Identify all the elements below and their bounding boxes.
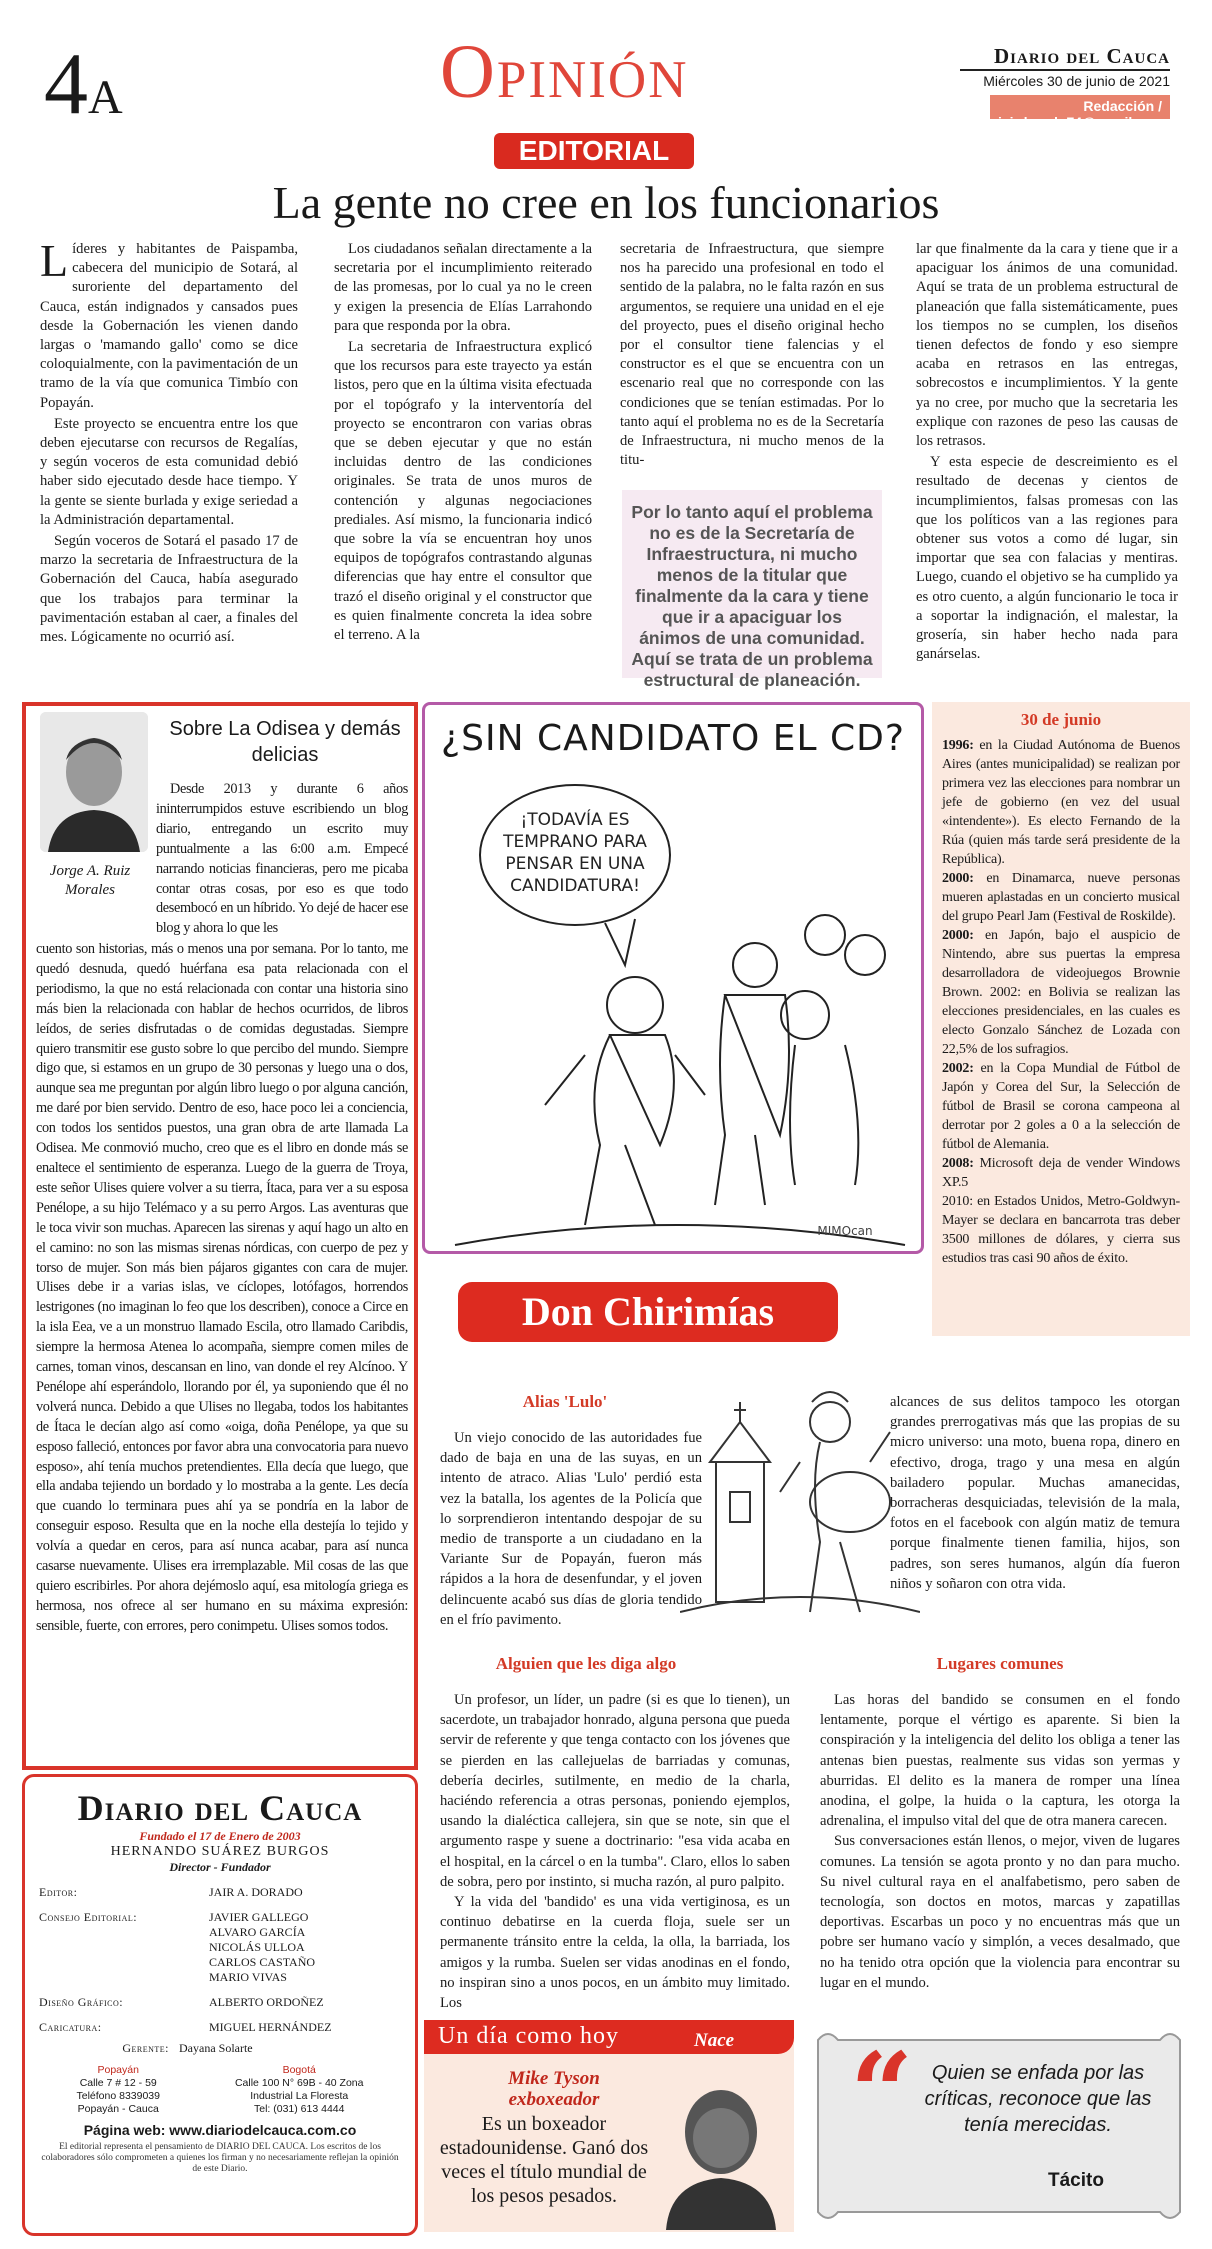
efemeride-year: 2000: [942,871,974,886]
efemerides-list [942,736,1180,1268]
contact-bar: Redacción / jairdorado74@gmail.com [990,95,1170,119]
efemeride-text: en Japón, bajo el auspicio de Nintendo, abre sus puertas la empresa desarrolladora de videojuegos Brownie Brown. 2002: en Bolivia se realizan las elecciones presidenciales, en las cuales es electo Gonzalo Sánchez de Lozada con 22,5% de los sufragios. [942,928,1180,1057]
staff-names: ALBERTO ORDOÑEZ [209,1995,324,2009]
paragraph: Líderes y habitantes de Paispamba, cabecera del municipio de Sotará, al suroriente del departamento del Cauca, están indignados y cansados pues desde la Gobernación les vienen dando largas o 'mamando gallo' como se dice coloquialmente, con la pavimentación de un tramo de la vía que comunica Timbío con Popayán. [40,235,298,411]
svg-text:¡TODAVÍA ES: ¡TODAVÍA ES [520,810,630,830]
page-number: 4A [44,36,123,133]
manager-label: Gerente: [122,2041,169,2055]
editorial-col-4 [916,240,1178,666]
efemeride-entry [942,1154,1180,1192]
don-chirimias-banner: Don Chirimías [458,1282,838,1342]
opinion-body [36,940,408,1637]
masthead-name: Diario del Cauca [77,1788,363,1828]
staff-role: Consejo Editorial: [39,1910,138,1924]
paragraph: alcances de sus delitos tampoco les otorgan grandes prerrogativas más que las propias de su micro universo: una moto, buena ropa, dinero en efectivo, droga, trago y una mesa en algún bailadero popular. Muchas amanecidas, borracheras desquiciadas, televisión de la mala, fotos en el facebook con algún matiz de temura porque finalmente tienen familia, hijos, son padres, son seres humanos, algún día fueron niños y soñaron con otra vida. [890,1394,1180,1592]
paragraph: Desde 2013 y durante 6 años ininterrumpidos estuve escribiendo un blog diario, entregando un escrito muy puntualmente a las 6:00 a.m. Empecé narrando noticias financieras, pero me picaba contar otras cosas, por eso es que todo desembocó en un híbrido. Yo dejé de hacer ese blog y ahora lo que les [156,781,408,937]
issue-date: Miércoles 30 de junio de 2021 [983,73,1170,89]
efemerides-title: 30 de junio [1020,710,1102,729]
quote-mark-icon: “ [850,2028,914,2157]
staff-row [39,1995,401,2010]
born-label: Nace [694,2030,735,2051]
don-section-1b [890,1392,1180,1594]
staff-role: Caricatura: [39,2020,102,2034]
staff-role: Diseño Gráfico: [39,1995,124,2009]
paragraph: secretaria de Infraestructura, que siempre nos ha parecido una profesional en todo el sentido de la palabra, no le falta razón en sus argumentos, se requiere una unidad en el eje del proyecto, pues el diseño original hecho por el consultor tiene falencias y el constructor es el que se encuentra con un escenario real que no corresponde con las condiciones que se tenían estimadas. Por lo tanto aquí el problema no es de la Secretaría de Infraestructura, ni mucho menos de la titu- [620,241,884,469]
editorial-col-3 [620,240,884,472]
efemeride-entry [942,1059,1180,1154]
paragraph: Un profesor, un líder, un padre (si es que lo tienen), un sacerdote, un trabajador honrado, alguna persona que pueda servir de referente y que tenga contacto con los jóvenes que se pierden en las callejuelas de barriadas y comunas, debería decirles, sutilmente, en medio de la charla, haciéndo referencia a otras personas, poniendo ejemplos, usando la dialéctica callejera, sin que se note, sin que el argumento raspe y suene a doctrinario: "esa vida acaba en el hospital, en la cárcel o en la tumba". Claro, ellos lo saben de sobra, pero por instinto, si mucha razón, al puro palpito. [440,1692,790,1890]
quote-text: Quien se enfada por las críticas, reconoce que las tenía merecidas. [924,2062,1152,2136]
efemeride-entry [942,1192,1180,1268]
editorial-col-1 [40,235,298,649]
staff-row [39,1910,401,1985]
cartoon [422,702,924,1254]
office-city: Bogotá [282,2064,316,2076]
svg-text:TEMPRANO PARA: TEMPRANO PARA [503,832,647,852]
office-address: Calle 7 # 12 - 59 Teléfono 8339039 Popayán - Cauca [76,2077,160,2115]
paragraph: Un viejo conocido de las autoridades fue dado de baja en una de las suyas, en un intento de atraco. Alias 'Lulo' perdió esta vez la batalla, los agentes de la Policía que lo sorprendieron intentando despojar de su medio de transporte a un ciudadano en la Variante Sur de Popayán, fueron más rápidos a la hora de desenfundar, y el joven delincuente acabó sus días de gloria tendido en el frío pavimento. [440,1430,702,1628]
efemeride-entry [942,736,1180,869]
paragraph: Y la vida del 'bandido' es una vida vertiginosa, es un continuo debatirse en la cuerda floja, suele ser un permanente tránsito entre la celda, la olla, la barriada, los amigos y la rumba. Suelen ser vidas anodinas en el fondo, no inspiran sino a unos pocos, en un ámbito muy limitado. Los [440,1894,790,2012]
svg-text:PENSAR EN UNA: PENSAR EN UNA [505,854,645,874]
paragraph: Y esta especie de descreimiento es el resultado de decenas y cientos de incumplimientos, falsas promesas con las que los políticos van a las regiones para obtener sus votos a como dé lugar, sin importar que sea con falacias y mentiras. Luego, cuando el objetivo se ha cumplido ya es otro cuento, a algún funcionario le toca ir a soportar la indignación, el malestar, la grosería, sin haber hecho nada para ganárselas. [916,454,1178,663]
staff-names: JAVIER GALLEGO ALVARO GARCÍA NICOLÁS ULLOA CARLOS CASTAÑO MARIO VIVAS [209,1910,316,1984]
opinion-author: Jorge A. Ruiz Morales [49,863,131,898]
cartoon-signature: MIMOcan [817,1224,873,1238]
staff-row [39,2020,401,2035]
office-address: Calle 100 N° 69B - 40 Zona Industrial La Floresta Tel: (031) 613 4444 [234,2077,364,2115]
staff-list [39,1885,401,2035]
efemeride-year: 2008: [942,1156,974,1171]
efemeride-text: Microsoft deja de vender Windows XP.5 [942,1156,1180,1190]
person-description: Es un boxeador estadounidense. Ganó dos veces el título mundial de los pesos pesados. [439,2113,649,2207]
staff-names: MIGUEL HERNÁNDEZ [209,2020,332,2034]
quote-box [808,2020,1190,2232]
svg-text:CANDIDATURA!: CANDIDATURA! [510,876,640,896]
efemeride-year: 1996: [942,738,974,753]
opinion-title: Sobre La Odisea y demás delicias [169,718,401,766]
efemeride-entry [942,926,1180,1059]
staff-row [39,1885,401,1900]
paragraph: Sus conversaciones están llenos, o mejor, viven de lugares comunes. La tensión se agota pronto y no dan para mucho. Su nivel cultural raya en el analfabetismo, pero saben de tecnología, son doctos en motos, marcas y zapatillas deportivas. Escarbas un poco y no encuentras más que un pobre ser humano vacío y simplón, a veces desalmado, que no ha tenido otra opción que la violencia para encontrar su lugar en el mundo. [820,1833,1180,1991]
section-subhead: Alias 'Lulo' [522,1392,608,1411]
founded-date: Fundado el 17 de Enero de 2003 [139,1829,301,1843]
masthead-box [22,1774,418,2236]
office-bogota [235,2064,364,2116]
efemeride-year: 2000: [942,928,974,943]
founder-name: HERNANDO SUÁREZ BURGOS [110,1844,330,1859]
don-section-2 [440,1690,790,2013]
founder-role: Director - Fundador [169,1860,271,1874]
efemeride-text: en la Ciudad Autónoma de Buenos Aires (antes municipalidad) se realizan por primera vez las elecciones para nombrar un jefe de gobierno (en vez del usual «intendente»). Es electo Fernando de la Rúa (quien más tarde será presidente de la República). [942,738,1180,867]
paragraph: Este proyecto se encuentra entre los que deben ejecutarse con recursos de Regalías, y según voceros de esta comunidad debió haber sido ejecutado desde hace tiempo. Y la gente se siente burlada y exige seriedad a la Administración departamental. [40,415,298,528]
disclaimer: El editorial representa el pensamiento de DIARIO DEL CAUCA. Los escritos de los colaboradores sólo comprometen a quienes los firman y no necesariamente reflejan la opinión de este Diario. [41,2142,399,2174]
editorial-badge: EDITORIAL [494,133,694,169]
section-subhead: Alguien que les diga algo [495,1654,677,1673]
paragraph: Los ciudadanos señalan directamente a la secretaria por el incumplimiento reiterado de las promesas, por lo cual ya no le creen y exigen la presencia de Elías Larrahondo para que responda por la obra. [334,241,592,334]
pullquote: Por lo tanto aquí el problema no es de la Secretaría de Infraestructura, ni mucho menos de la titular que finalmente da la cara y tiene que ir a apaciguar los ánimos de una comunidad. Aquí se trata de un problema estructural de planeación. [622,490,882,678]
header-divider [960,69,1170,71]
don-section-3 [820,1690,1180,1993]
on-this-day-header [424,2020,794,2054]
paragraph: lar que finalmente da la cara y tiene que ir a apaciguar los ánimos de una comunidad. Aquí se trata de un problema estructural de planeación que falla sistemáticamente, pues los tiempos no se cumplen, los diseños tienen defectos de fondo y eso siempre acaba en retrasos en las entregas, sobrecostos e incumplimientos. Y la gente ya no cree, por mucho que la secretaria les explique con razones de peso las causas de los retrasos. [916,241,1178,450]
paragraph: Las horas del bandido se consumen en el fondo lentamente, porque el vértigo es aparente. Si bien la conspiración y la inteligencia del delito los obliga a tener las antenas bien puestas, realmente sus vidas son yermas y aburridas. El delito es la manera de romper una línea anodina, el golpe, la huida o la captura, les otorga la adrenalina, el impulso vital del que de otra manera carecen. [820,1692,1180,1830]
don-section-1 [440,1428,702,1630]
cartoon-title: ¿SIN CANDIDATO EL CD? [441,718,905,759]
paragraph: La secretaria de Infraestructura explicó que los recursos para este trayecto ya están listos, pero que en la última visita efectuada por el topógrafo y la interventoría del proyecto se encontraron con varias obras que se deben ejecutar y que no están incluidas dentro de las condiciones originales. Se trata de unos muros de contención y algunas negociaciones prediales. Así mismo, la funcionaria indicó que sobre la vía se encuentran hoy unos equipos de topógrafos contrastando algunas diferencias que hay entre el consultor que trazó el diseño original y el constructor que es quien finalmente concreta la idea sobre el terreno. A la [334,339,592,644]
efemeride-year: 2002: [942,1061,974,1076]
efemeride-text: 2010: en Estados Unidos, Metro-Goldwyn-Mayer se declara en bancarrota tras deber 3500 millones de dólares, y cierra sus estudios tras casi 90 años de éxito. [942,1194,1180,1266]
efemeride-entry [942,869,1180,926]
author-photo [40,712,148,852]
staff-names: JAIR A. DORADO [209,1885,303,1899]
efemeride-text: en Dinamarca, nueve personas mueren aplastadas en un concierto musical del grupo Pearl Jam (Festival de Roskilde). [942,871,1180,924]
person-photo [656,2070,786,2230]
person-name: Mike Tyson exboxeador [508,2068,600,2110]
efemerides-box [932,702,1190,1336]
manager-name: Dayana Solarte [179,2041,253,2055]
editorial-col-2 [334,240,592,647]
staff-role: Editor: [39,1885,78,1899]
illustration-drummer [680,1342,920,1632]
manager-row [39,2041,401,2056]
efemeride-text: en la Copa Mundial de Fútbol de Japón y Corea del Sur, la Selección de fútbol de Brasil se corona campeona al derrotar por 2 goles a 0 a la selección de fútbol de Alemania. [942,1061,1180,1152]
office-city: Popayán [97,2064,139,2076]
opinion-intro [156,780,408,939]
newspaper-name: Diario del Cauca [993,44,1170,68]
quote-author: Tácito [1048,2170,1104,2191]
on-this-day-title: Un día como hoy [438,2023,619,2049]
offices [39,2064,401,2116]
editorial-headline: La gente no cree en los funcionarios [272,177,940,228]
on-this-day-box [424,2020,794,2232]
section-title: Opinión [440,30,689,114]
website-link[interactable]: Página web: www.diariodelcauca.com.co [83,2122,357,2138]
paragraph: cuento son historias, más o menos una por semana. Por lo tanto, me quedó desnuda, quedó huérfana esa pata relacionada con el periodismo, la que no está relacionada con contar una historia sino más bien la relacionada con hablar de hechos ocurridos, de libros leídos, de series disfrutadas o de comidas degustadas. Siempre quiero transmitir ese gusto sobre lo que percibo del mundo. Siempre digo que, si estamos en un grupo de 30 personas y luego una o dos, aunque sea me preguntan por algún libro luego o por alguna canción, me daré por bien servido. Dentro de eso, hace poco lei a conciencia, con todos los sentidos puestos, una gran obra de arte llamada La Odisea. Me conmovió mucho, creo que es el libro en donde más se enaltece el sentimiento de esperanza. Luego de la guerra de Troya, este señor Ulises quiere volver a su tierra, Ítaca, para ver a su esposa Penélope, a su hijo Telémaco y a su perro Argos. Las aventuras que le toca vivir son muchas. Aparecen las sirenas y aquí hago un alto en el camino: no son las mismas sirenas nórdicas, con cuerpo de pez y torso de mujer. Son más bien pájaros gigantes con cara de mujer. Ulises debe ir a varias islas, ve cíclopes, lotófagos, horrendos lestrigones (no imaginan lo feo que los describen), conoce a Circe en la isla Eea, ve a un monstruo llamado Escila, otro llamado Caribdis, siempre la hermosa Atenea lo acompaña, siempre comen miles de carnes, toman vinos, descansan en lino, van donde el rey Alcínoo. Y Penélope ahí esperándolo, llorando por él, ya suponiendo que él no volverá nunca. Debido a que Ulises no llegaba, todos los habitantes de Ítaca le decían algo así como «oiga, doña Penélope, ya que su esposo falleció, entonces por favor abra una convocatoria para nuevo esposo», ahí tenía muchos pretendientes. Ella decía que luego, que ella andaba tejiendo un bordado y lo mostraba a la gente. Les decía que cuando lo terminara pues ahí ya se pondría en la labor de conseguir esposo. Resulta que en la noche ella destejía lo tejido y volvía a quedar en ceros, para así nunca acabar, para así nunca casarse nuevamente. Ulises era irremplazable. Mil cosas de las que quiero escribirles. Por ahora dejémoslo aquí, esa mitología griega es hermosa, nos ofrece al ser humano en su máxima expresión: sensible, fuerte, con errores, pero conimpetu. Ulises somos todos. [36,941,408,1634]
section-subhead: Lugares comunes [936,1654,1064,1673]
office-popayan [76,2064,160,2116]
paragraph: Según voceros de Sotará el pasado 17 de marzo la secretaria de Infraestructura de la Gobernación del Cauca, había asegurado que los trabajos para terminar la pavimentación estaban al caer, a finales del mes. Lógicamente no ocurrió así. [40,533,298,646]
